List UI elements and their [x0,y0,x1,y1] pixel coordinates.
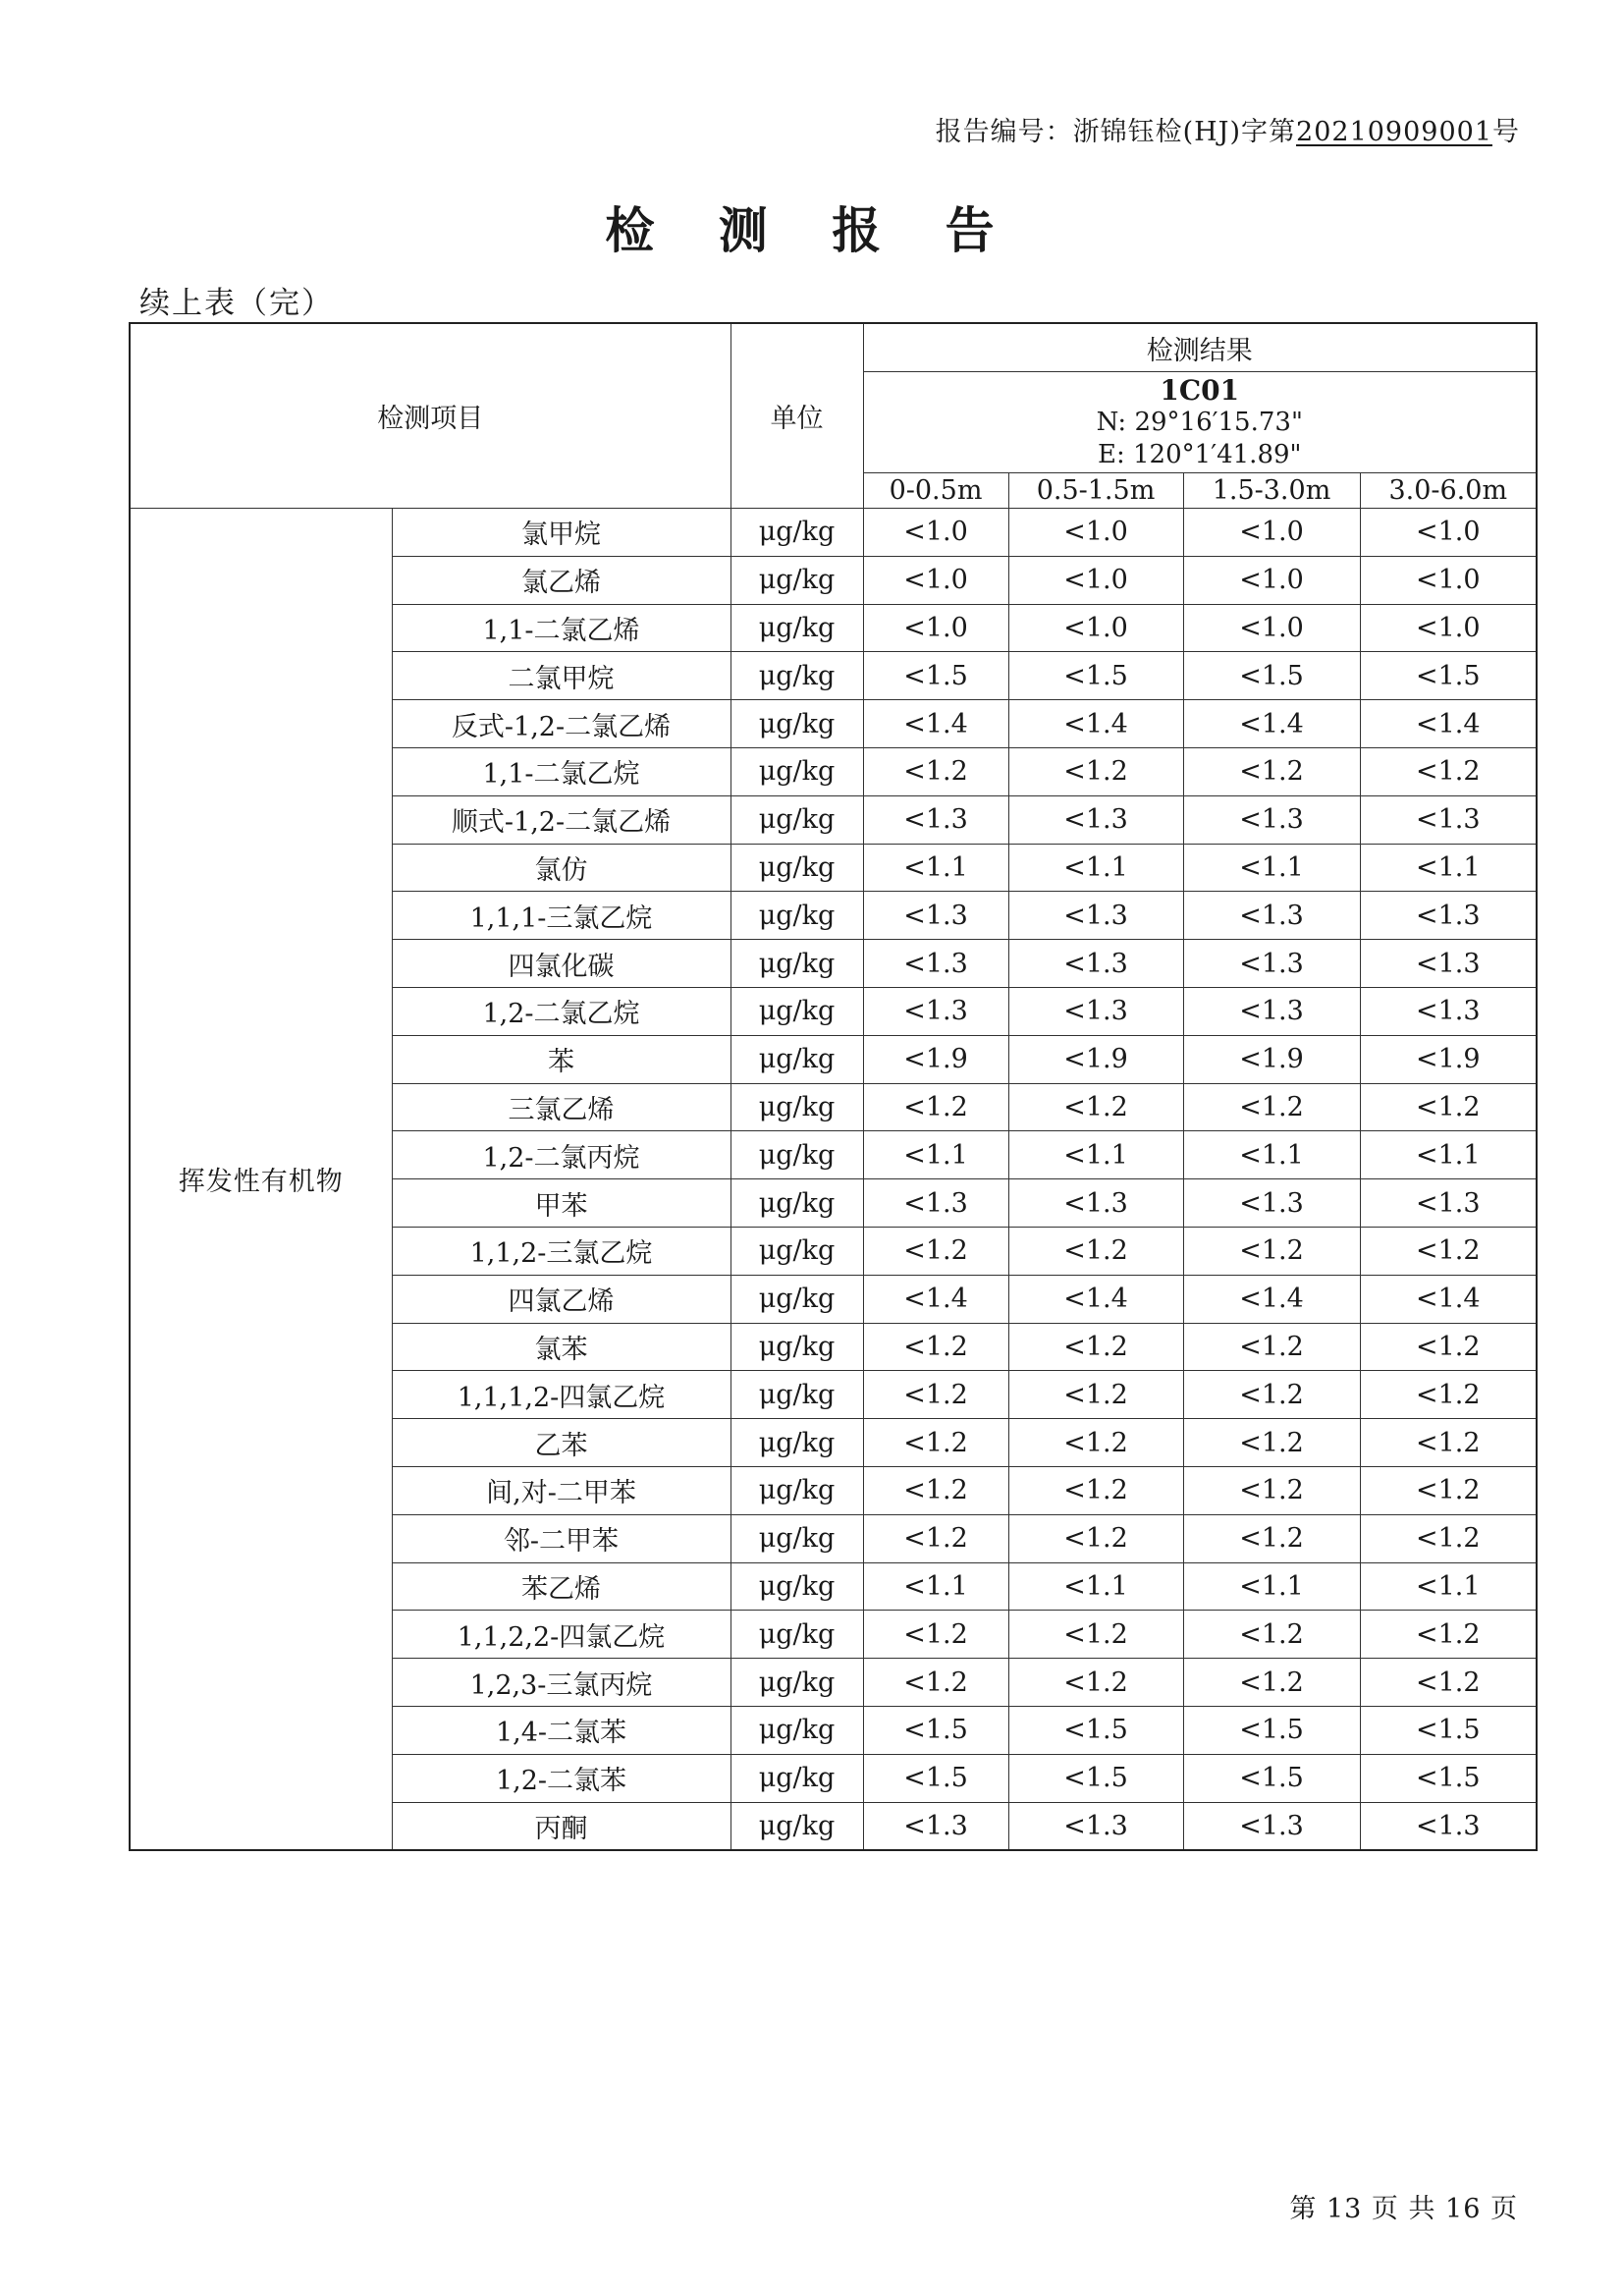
unit-cell: μg/kg [730,1131,863,1179]
result-value: <1.5 [1008,1706,1183,1754]
unit-cell: μg/kg [730,940,863,988]
result-value: <1.0 [1360,556,1537,604]
table-row [130,509,1537,557]
result-value: <1.2 [1008,1466,1183,1514]
result-value: <1.2 [863,1083,1008,1131]
result-value: <1.3 [863,1802,1008,1850]
result-value: <1.2 [1360,1419,1537,1467]
unit-cell: μg/kg [730,1562,863,1611]
unit-cell: μg/kg [730,1802,863,1850]
analyte-name: 苯 [392,1035,730,1083]
result-value: <1.0 [1183,509,1360,557]
result-value: <1.2 [1008,1323,1183,1371]
analyte-name: 氯乙烯 [392,556,730,604]
result-value: <1.2 [1008,1371,1183,1419]
result-value: <1.0 [863,604,1008,652]
result-value: <1.3 [863,892,1008,940]
result-value: <1.2 [863,747,1008,795]
result-value: <1.5 [1008,652,1183,700]
analyte-name: 氯仿 [392,844,730,892]
result-value: <1.3 [1008,1179,1183,1228]
result-value: <1.0 [1008,604,1183,652]
unit-cell: μg/kg [730,652,863,700]
result-value: <1.3 [1183,795,1360,844]
result-value: <1.4 [1183,1275,1360,1323]
result-value: <1.3 [1183,987,1360,1035]
analyte-name: 1,1-二氯乙烯 [392,604,730,652]
result-value: <1.0 [1360,604,1537,652]
header-depth: 0.5-1.5m [1008,473,1183,509]
result-value: <1.1 [1360,1562,1537,1611]
report-number-value: 20210909001 [1296,117,1492,147]
header-depth: 1.5-3.0m [1183,473,1360,509]
result-value: <1.0 [1008,556,1183,604]
result-value: <1.5 [1008,1754,1183,1802]
result-value: <1.2 [1360,1323,1537,1371]
result-value: <1.2 [863,1514,1008,1562]
result-value: <1.9 [1360,1035,1537,1083]
result-value: <1.3 [1008,795,1183,844]
category-cell: 挥发性有机物 [130,509,392,1851]
analyte-name: 间,对-二甲苯 [392,1466,730,1514]
analyte-name: 丙酮 [392,1802,730,1850]
result-value: <1.4 [1360,1275,1537,1323]
result-value: <1.5 [863,1706,1008,1754]
unit-cell: μg/kg [730,700,863,748]
unit-cell: μg/kg [730,604,863,652]
table-body [130,509,1537,1851]
result-value: <1.2 [1360,1514,1537,1562]
header-results: 检测结果 [863,323,1537,372]
unit-cell: μg/kg [730,795,863,844]
result-value: <1.2 [1360,1466,1537,1514]
result-value: <1.2 [1008,1419,1183,1467]
result-value: <1.1 [1183,1131,1360,1179]
result-value: <1.5 [1183,1706,1360,1754]
result-value: <1.2 [863,1371,1008,1419]
header-sample-point [863,372,1537,473]
result-value: <1.3 [863,940,1008,988]
unit-cell: μg/kg [730,1275,863,1323]
unit-cell: μg/kg [730,844,863,892]
page-title: 检 测 报 告 [605,201,1018,259]
result-value: <1.2 [1008,1611,1183,1659]
result-value: <1.2 [1183,1083,1360,1131]
result-value: <1.2 [1008,747,1183,795]
result-value: <1.5 [863,1754,1008,1802]
result-value: <1.1 [863,844,1008,892]
unit-cell: μg/kg [730,1659,863,1707]
unit-cell: μg/kg [730,1419,863,1467]
result-value: <1.3 [1008,892,1183,940]
analyte-name: 邻-二甲苯 [392,1514,730,1562]
result-value: <1.9 [1008,1035,1183,1083]
result-value: <1.2 [863,1659,1008,1707]
result-value: <1.2 [863,1323,1008,1371]
analyte-name: 甲苯 [392,1179,730,1228]
result-value: <1.4 [863,1275,1008,1323]
analyte-name: 1,4-二氯苯 [392,1706,730,1754]
result-value: <1.1 [1008,844,1183,892]
analyte-name: 氯甲烷 [392,509,730,557]
result-value: <1.3 [1360,892,1537,940]
result-value: <1.2 [1008,1227,1183,1275]
sample-point-latitude: N: 29°16′15.73" [1096,407,1303,437]
unit-cell: μg/kg [730,1323,863,1371]
unit-cell: μg/kg [730,1514,863,1562]
unit-cell: μg/kg [730,556,863,604]
result-value: <1.1 [863,1131,1008,1179]
result-value: <1.0 [1008,509,1183,557]
result-value: <1.2 [1360,1611,1537,1659]
result-value: <1.0 [863,556,1008,604]
analyte-name: 1,1,2,2-四氯乙烷 [392,1611,730,1659]
result-value: <1.4 [1183,700,1360,748]
results-table [129,322,1538,1851]
analyte-name: 1,1-二氯乙烷 [392,747,730,795]
result-value: <1.2 [863,1227,1008,1275]
result-value: <1.2 [1008,1083,1183,1131]
result-value: <1.4 [1008,1275,1183,1323]
sample-point-id: 1C01 [1160,373,1240,407]
result-value: <1.2 [1183,1371,1360,1419]
unit-cell: μg/kg [730,1754,863,1802]
result-value: <1.3 [1183,1179,1360,1228]
result-value: <1.5 [863,652,1008,700]
result-value: <1.3 [1360,987,1537,1035]
result-value: <1.2 [1183,747,1360,795]
header-unit: 单位 [730,323,863,509]
result-value: <1.2 [863,1419,1008,1467]
unit-cell: μg/kg [730,747,863,795]
unit-cell: μg/kg [730,1466,863,1514]
result-value: <1.2 [1183,1227,1360,1275]
result-value: <1.2 [1183,1419,1360,1467]
result-value: <1.2 [1183,1611,1360,1659]
analyte-name: 1,2-二氯乙烷 [392,987,730,1035]
page-footer: 第 13 页 共 16 页 [1289,2194,1518,2224]
result-value: <1.2 [1360,1371,1537,1419]
table-continuation-label: 续上表（完） [139,286,334,321]
result-value: <1.3 [863,987,1008,1035]
result-value: <1.0 [1183,556,1360,604]
result-value: <1.2 [1183,1466,1360,1514]
unit-cell: μg/kg [730,509,863,557]
analyte-name: 1,2-二氯丙烷 [392,1131,730,1179]
result-value: <1.2 [1183,1659,1360,1707]
unit-cell: μg/kg [730,1083,863,1131]
result-value: <1.3 [1183,892,1360,940]
analyte-name: 四氯化碳 [392,940,730,988]
result-value: <1.3 [1360,1802,1537,1850]
analyte-name: 反式-1,2-二氯乙烯 [392,700,730,748]
result-value: <1.3 [1183,940,1360,988]
analyte-name: 顺式-1,2-二氯乙烯 [392,795,730,844]
result-value: <1.5 [1183,652,1360,700]
header-depth: 3.0-6.0m [1360,473,1537,509]
analyte-name: 四氯乙烯 [392,1275,730,1323]
result-value: <1.1 [1360,1131,1537,1179]
analyte-name: 1,1,2-三氯乙烷 [392,1227,730,1275]
analyte-name: 苯乙烯 [392,1562,730,1611]
unit-cell: μg/kg [730,1706,863,1754]
analyte-name: 1,2-二氯苯 [392,1754,730,1802]
result-value: <1.2 [1360,747,1537,795]
result-value: <1.3 [1360,940,1537,988]
result-value: <1.1 [1008,1562,1183,1611]
unit-cell: μg/kg [730,1611,863,1659]
result-value: <1.5 [1360,1754,1537,1802]
result-value: <1.3 [1008,987,1183,1035]
result-value: <1.2 [1360,1083,1537,1131]
result-value: <1.2 [1183,1323,1360,1371]
header-item: 检测项目 [130,323,730,509]
unit-cell: μg/kg [730,1371,863,1419]
result-value: <1.5 [1360,652,1537,700]
result-value: <1.1 [1183,844,1360,892]
result-value: <1.5 [1183,1754,1360,1802]
result-value: <1.0 [863,509,1008,557]
analyte-name: 三氯乙烯 [392,1083,730,1131]
result-value: <1.3 [1360,1179,1537,1228]
analyte-name: 1,1,1-三氯乙烷 [392,892,730,940]
report-number-prefix: 报告编号：浙锦钰检(HJ)字第 [935,117,1297,147]
result-value: <1.3 [1008,1802,1183,1850]
result-value: <1.1 [1008,1131,1183,1179]
result-value: <1.3 [1360,795,1537,844]
analyte-name: 乙苯 [392,1419,730,1467]
result-value: <1.1 [1183,1562,1360,1611]
analyte-name: 二氯甲烷 [392,652,730,700]
analyte-name: 1,1,1,2-四氯乙烷 [392,1371,730,1419]
result-value: <1.1 [863,1562,1008,1611]
result-value: <1.2 [1183,1514,1360,1562]
result-value: <1.3 [1183,1802,1360,1850]
unit-cell: μg/kg [730,892,863,940]
result-value: <1.4 [1360,700,1537,748]
result-value: <1.3 [1008,940,1183,988]
result-value: <1.2 [863,1466,1008,1514]
result-value: <1.3 [863,795,1008,844]
result-value: <1.5 [1360,1706,1537,1754]
result-value: <1.9 [1183,1035,1360,1083]
result-value: <1.4 [863,700,1008,748]
header-depth: 0-0.5m [863,473,1008,509]
result-value: <1.2 [1360,1227,1537,1275]
result-value: <1.2 [1360,1659,1537,1707]
result-value: <1.2 [1008,1514,1183,1562]
result-value: <1.0 [1360,509,1537,557]
sample-point-longitude: E: 120°1′41.89" [1098,439,1302,469]
result-value: <1.2 [863,1611,1008,1659]
result-value: <1.2 [1008,1659,1183,1707]
result-value: <1.3 [863,1179,1008,1228]
report-number-line [936,110,1520,148]
unit-cell: μg/kg [730,1035,863,1083]
table-header [130,323,1537,509]
analyte-name: 氯苯 [392,1323,730,1371]
result-value: <1.4 [1008,700,1183,748]
analyte-name: 1,2,3-三氯丙烷 [392,1659,730,1707]
unit-cell: μg/kg [730,1179,863,1228]
result-value: <1.0 [1183,604,1360,652]
result-value: <1.1 [1360,844,1537,892]
report-number-suffix: 号 [1492,117,1520,147]
unit-cell: μg/kg [730,1227,863,1275]
result-value: <1.9 [863,1035,1008,1083]
unit-cell: μg/kg [730,987,863,1035]
